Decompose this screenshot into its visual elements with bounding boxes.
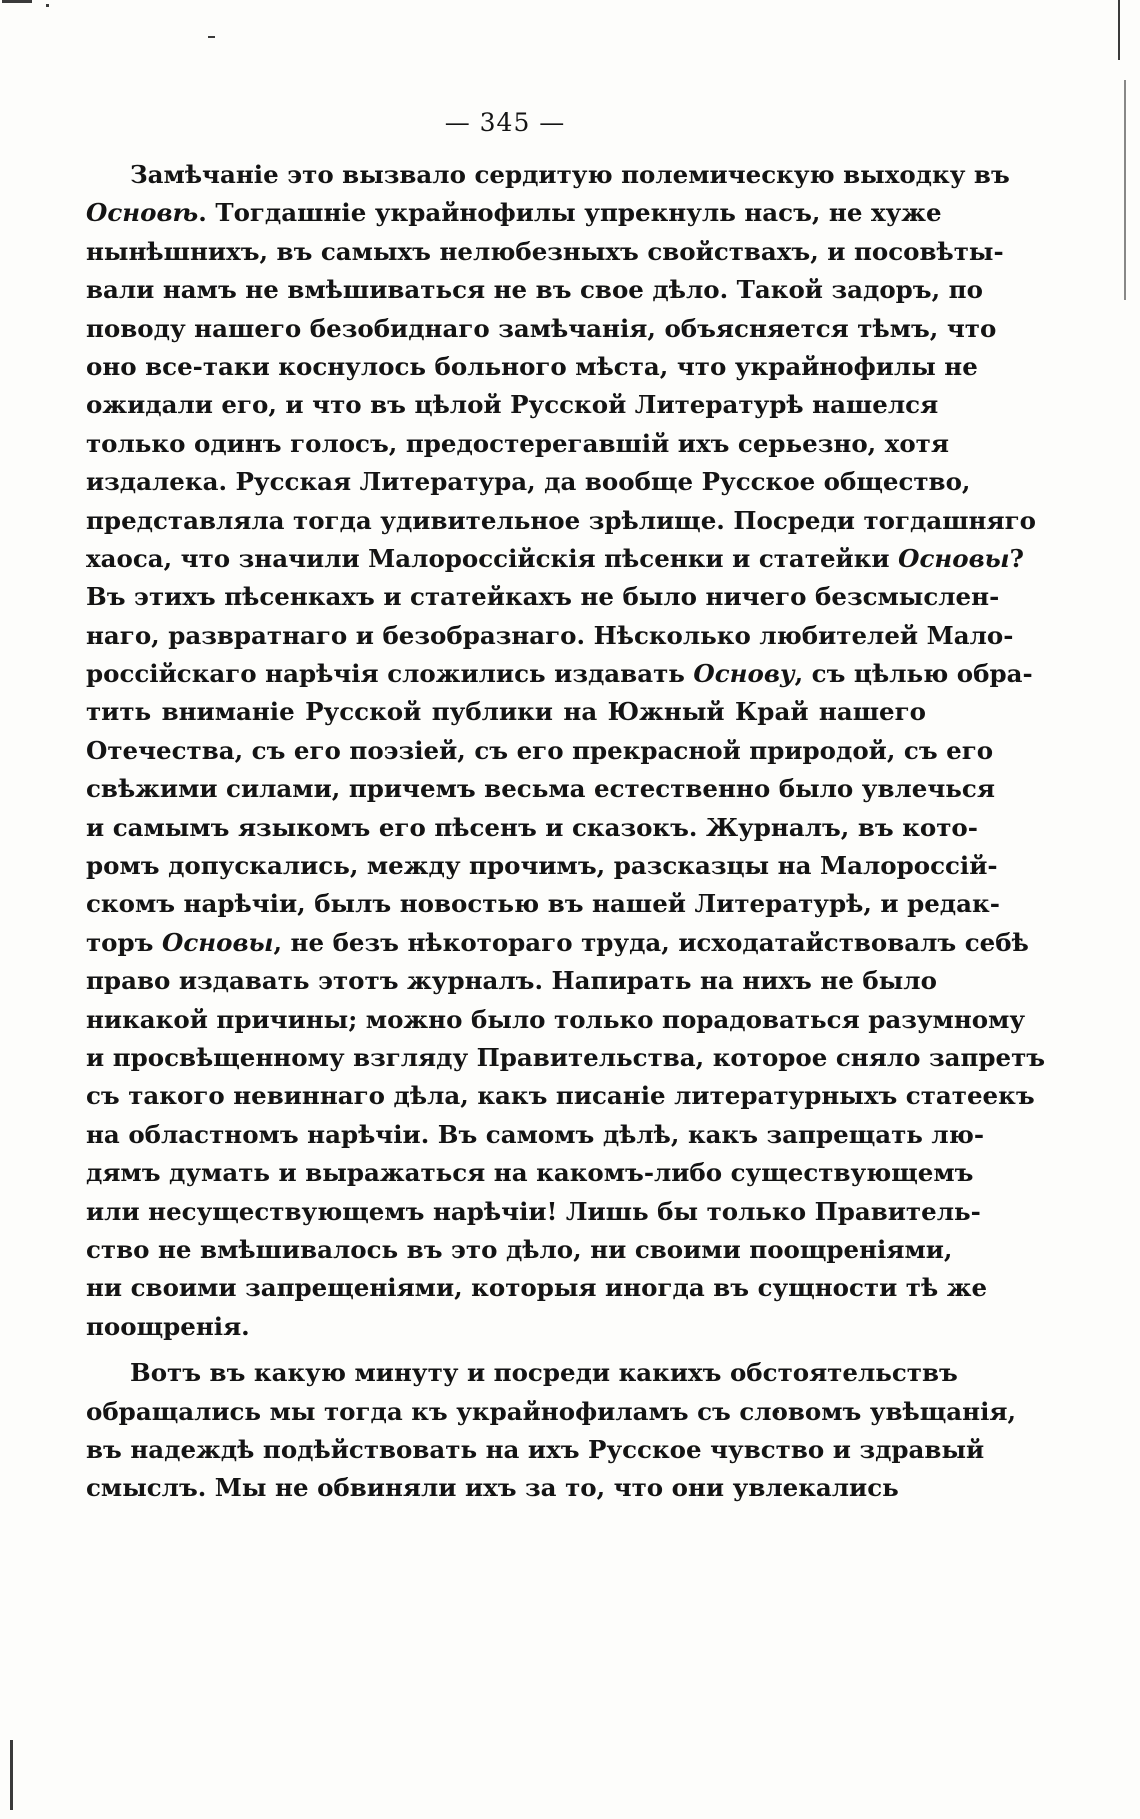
text-line [86,1231,953,1269]
text-run: Отечества, съ его поэзіей, съ его прекрасной природой, съ его [86,735,994,765]
text-line [86,1039,1046,1077]
text-run: обращались мы тогда къ украйнофиламъ съ словомъ увѣщанія, [86,1396,1017,1426]
italic-title: Основѣ [86,198,199,228]
text-line [86,655,1033,693]
text-run: на областномъ нарѣчіи. Въ самомъ дѣлѣ, какъ запрещать лю- [86,1119,984,1149]
text-run: ? [1009,543,1024,573]
paragraph [86,156,1046,1346]
text-run: и самымъ языкомъ его пѣсенъ и сказокъ. Журналъ, въ кото- [86,812,978,842]
text-run: оно все-таки коснулось больного мѣста, что украйнофилы не [86,351,978,381]
text-run: дямъ думать и выражаться на какомъ-либо существующемъ [86,1158,974,1188]
text-run: только одинъ голосъ, предостерегавшій ихъ серьезно, хотя [86,428,949,458]
text-line [86,1001,1026,1039]
text-run: съ такого невиннаго дѣла, какъ писаніе литературныхъ статеекъ [86,1081,1035,1111]
text-line [86,1193,981,1231]
text-line [86,885,1000,923]
scan-artifact-right-edge [1124,80,1126,300]
text-line [86,502,1036,540]
text-line [86,770,995,808]
text-run: нынѣшнихъ, въ самыхъ нелюбезныхъ свойствахъ, и посовѣты- [86,236,1004,266]
text-line [86,386,939,424]
text-run: никакой причины; можно было только порадоваться разумному [86,1004,1026,1034]
text-run: смыслъ. Мы не обвиняли ихъ за то, что они увлекались [86,1473,899,1503]
text-run: ство не вмѣшивалось въ это дѣло, ни своими поощреніями, [86,1234,953,1264]
text-line [86,310,997,348]
text-line [86,924,1029,962]
text-run: тить вниманіе Русской публики на Южный Край нашего [86,697,926,727]
text-line [86,809,978,847]
text-line [86,1354,958,1392]
text-run: право издавать этотъ журналъ. Напирать на нихъ не было [86,966,937,996]
text-run: представляла тогда удивительное зрѣлище. Посреди тогдашняго [86,505,1036,535]
text-run: , съ цѣлью обра- [794,659,1033,689]
text-run: скомъ нарѣчіи, былъ новостью въ нашей Литературѣ, и редак- [86,889,1000,919]
paragraph [86,1346,1017,1508]
scan-artifact-top-left-dot [46,4,49,7]
text-run: хаоса, что значили Малороссійскія пѣсенки и статейки [86,543,899,573]
text-run: въ надеждѣ подѣйствовать на ихъ Русское чувство и здравый [86,1434,985,1464]
text-run: Въ этихъ пѣсенкахъ и статейкахъ не было ничего безсмыслен- [86,582,1000,612]
text-run: Замѣчаніе это вызвало сердитую полемическую выходку въ [130,160,1010,189]
text-line [86,732,994,770]
text-line [86,348,978,386]
text-line [86,1469,926,1507]
text-line [86,540,1024,578]
text-line [86,962,937,1000]
text-line [86,1077,1035,1115]
text-run: ромъ допускались, между прочимъ, разсказцы на Малороссій- [86,851,998,881]
text-line [86,271,983,309]
italic-title: Основы [898,543,1010,573]
text-run: или несуществующемъ нарѣчіи! Лишь бы только Правитель- [86,1196,981,1226]
text-run: издалека. Русская Литература, да вообще Русское общество, [86,467,971,497]
text-line [86,847,998,885]
text-line [86,1154,974,1192]
text-run: . Тогдашніе украйнофилы упрекнуль насъ, не хуже [198,198,942,228]
text-run: россійскаго нарѣчія сложились издавать [86,659,694,689]
text-run: наго, развратнаго и безобразнаго. Нѣсколько любителей Мало- [86,620,1014,650]
body-text [86,156,1046,1508]
scan-artifact-speck [208,36,215,38]
scan-artifact-top-left [2,0,32,3]
text-line [86,425,949,463]
text-line [86,1431,985,1469]
text-line [86,1393,1017,1431]
text-line [86,578,1000,616]
text-run: Вотъ въ какую минуту и посреди какихъ обстоятельствъ [130,1358,958,1388]
text-line [86,463,971,501]
text-run: свѣжими силами, причемъ весьма естественно было увлечься [86,774,995,804]
text-run: поводу нашего безобиднаго замѣчанія, объясняется тѣмъ, что [86,313,997,343]
text-line [86,617,1014,655]
text-line [86,693,926,731]
text-run: и просвѣщенному взгляду Правительства, которое сняло запретъ [86,1042,1046,1072]
italic-title: Основы [161,927,274,957]
italic-title: Основу [693,659,795,689]
paragraph-gap [86,1346,926,1354]
scan-artifact-bottom-left [10,1740,13,1810]
text-run: поощренія. [86,1311,250,1341]
text-run: вали намъ не вмѣшиваться не въ свое дѣло. Такой задоръ, по [86,275,983,305]
text-run: , не безъ нѣкотораго труда, исходатайствовалъ себѣ [273,927,1029,957]
text-run: ожидали его, и что въ цѣлой Русской Литературѣ нашелся [86,390,939,420]
text-run: ни своими запрещеніями, которыя иногда въ сущности тѣ же [86,1273,988,1303]
text-line [86,1308,926,1346]
text-run: торъ [86,927,162,957]
page-number: — 345 — [444,108,566,137]
text-line [86,194,942,232]
text-line [86,156,1010,194]
text-line [86,1116,984,1154]
scan-artifact-top-right [1118,0,1120,60]
text-line [86,233,1004,271]
text-line [86,1269,988,1307]
